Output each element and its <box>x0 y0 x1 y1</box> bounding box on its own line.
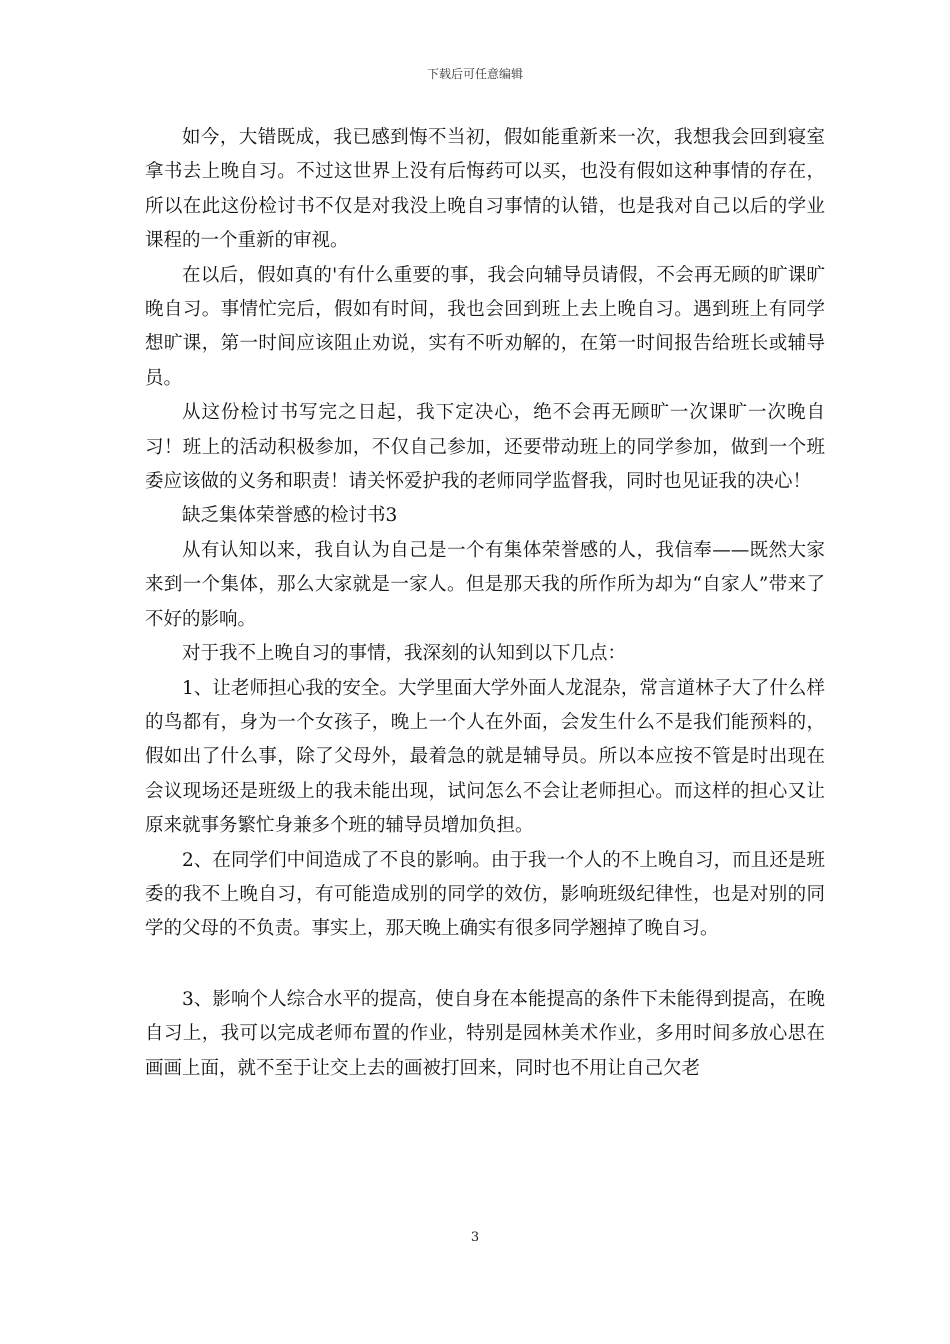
paragraph-regret: 如今，大错既成，我已感到悔不当初，假如能重新来一次，我想我会回到寝室拿书去上晚自习。不过这世界上没有后悔药可以买，也没有假如这种事情的存在，所以在此这份检讨书不仅是对我没上晚自习事情的认错，也是我对自己以后的学业课程的一个重新的审视。 <box>145 127 825 252</box>
paragraph-future-plan: 在以后，假如真的'有什么重要的事，我会向辅导员请假，不会再无顾的旷课旷晚自习。事情忙完后，假如有时间，我也会回到班上去上晚自习。遇到班上有同学想旷课，第一时间应该阻止劝说，实有不听劝解的，在第一时间报告给班长或辅导员。 <box>145 264 825 389</box>
section-title: 缺乏集体荣誉感的检讨书3 <box>182 505 398 527</box>
paragraph-point-2: 2、在同学们中间造成了不良的影响。由于我一个人的不上晚自习，而且还是班委的我不上晚自习，有可能造成别的同学的效仿，影响班级纪律性，也是对别的同学的父母的不负责。事实上，那天晚上确实有很多同学翘掉了晚自习。 <box>145 849 825 940</box>
document-body <box>145 121 825 1086</box>
paragraph-collective-honor: 从有认知以来，我自认为自己是一个有集体荣誉感的人，我信奉——既然大家来到一个集体，那么大家就是一家人。但是那天我的所作所为却为“自家人”带来了不好的影响。 <box>145 539 825 630</box>
paragraph-points-intro: 对于我不上晚自习的事情，我深刻的认知到以下几点： <box>182 643 627 665</box>
paragraph-point-1: 1、让老师担心我的安全。大学里面大学外面人龙混杂，常言道林子大了什么样的鸟都有，身为一个女孩子，晚上一个人在外面，会发生什么不是我们能预料的，假如出了什么事，除了父母外，最着急的就是辅导员。所以本应按不管是时出现在会议现场还是班级上的我未能出现，试问怎么不会让老师担心。而这样的担心又让原来就事务繁忙身兼多个班的辅导员增加负担。 <box>145 677 825 837</box>
page-header: 下载后可任意编辑 <box>426 67 523 81</box>
paragraph-point-3: 3、影响个人综合水平的提高，使自身在本能提高的条件下未能得到提高，在晚自习上，我可以完成老师布置的作业，特别是园林美术作业，多用时间多放心思在画画上面，就不至于让交上去的画被打回来，同时也不用让自己欠老 <box>145 988 825 1079</box>
page-number: 3 <box>470 1230 480 1245</box>
paragraph-resolution: 从这份检讨书写完之日起，我下定决心，绝不会再无顾旷一次课旷一次晚自习！班上的活动积极参加，不仅自己参加，还要带动班上的同学参加，做到一个班委应该做的义务和职责！请关怀爱护我的老师同学监督我，同时也见证我的决心！ <box>145 402 825 493</box>
